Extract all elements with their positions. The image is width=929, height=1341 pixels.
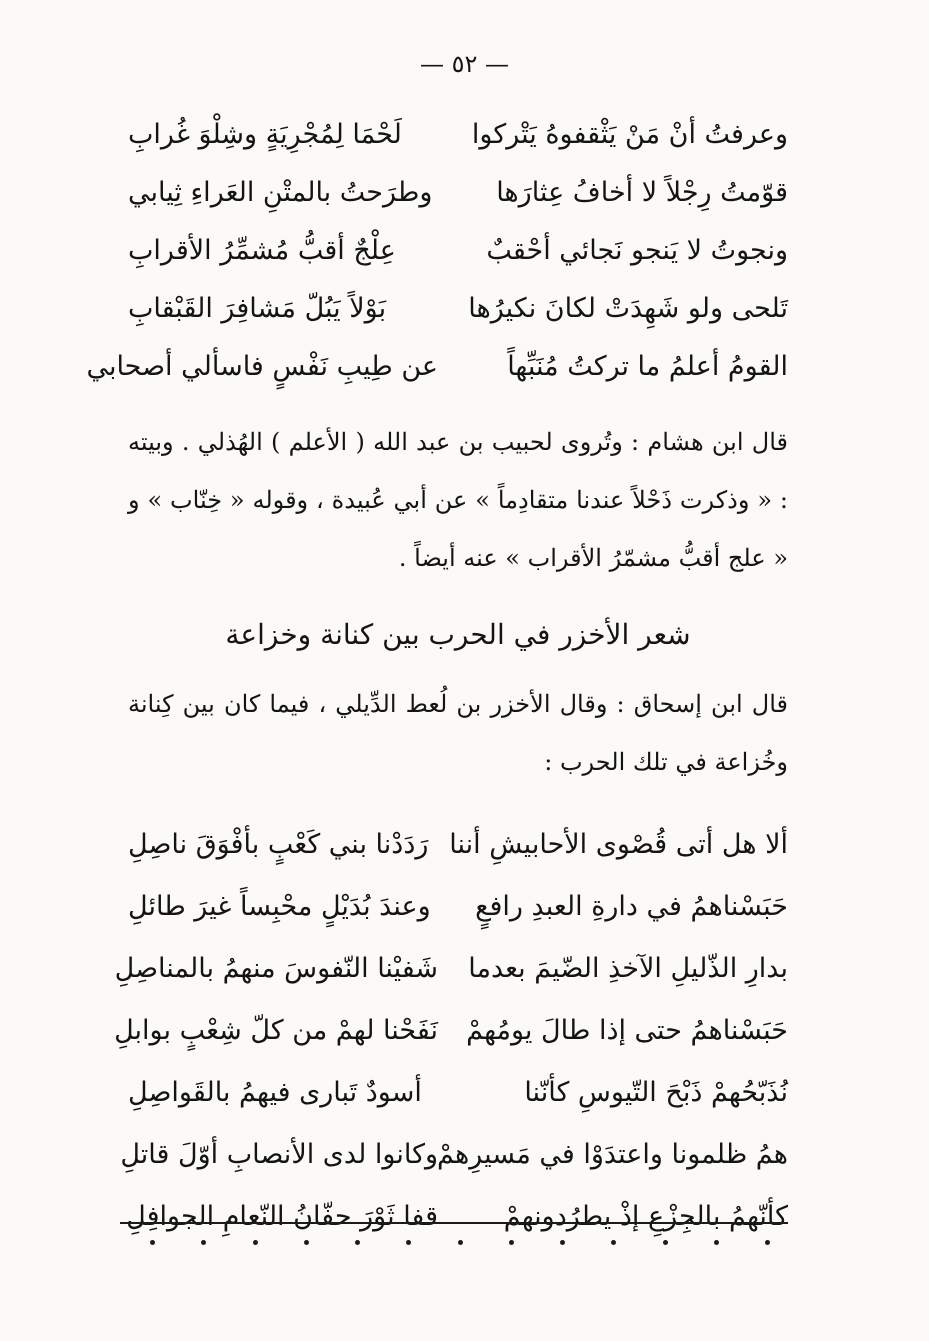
first-hemistich: تَلحى ولو شَهِدَتْ لكانَ نكيرُها [468,292,788,324]
page-number: — ٥٢ — [419,50,510,78]
first-hemistich: القومُ أعلمُ ما تركتُ مُنَبِّهاً [507,350,788,382]
first-hemistich: وعرفتُ أنْ مَنْ يَثْقفوهُ يَتْركوا [471,118,788,150]
dot [253,1240,258,1245]
first-hemistich: ونجوتُ لا يَنجو نَجائي أحْقبٌ [486,234,788,266]
verse-line [128,105,788,163]
first-hemistich: بدارِ الذّليلِ الآخذِ الضّيمَ بعدما [468,952,788,984]
footer-dots [150,1240,770,1260]
first-hemistich: همُ ظلمونا واعتدَوْا في مَسيرِهمْ [437,1138,788,1170]
second-hemistich: عِلْجٌ أقبُّ مُشمِّرُ الأقرابِ [128,234,396,266]
second-hemistich: قفا ثَوْرَ حفّانُ النّعامِ الجوافِلِ [126,1200,438,1232]
verse-line [114,937,788,999]
dot [663,1240,668,1245]
verse-line [128,875,788,937]
editor-note: قال ابن هشام : وتُروى لحبيب بن عبد الله ( الأعلم ) الهُذلي . وبيته : « وذكرت ذَحْلاً عندنا متقادِماً » عن أبي عُبيدة ، وقوله « خِنّاب » و « علج أقبُّ مشمّرُ الأقراب » عنه أيضاً . [128,428,788,572]
second-hemistich: شَفيْنا النّفوسَ منهمُ بالمناصِلِ [114,952,438,984]
second-hemistich: وعندَ بُدَيْلٍ محْبِساً غيرَ طائلِ [128,890,431,922]
dot [201,1240,206,1245]
second-hemistich: وطرَحتُ بالمتْنِ العَراءِ ثِيابي [128,176,433,208]
first-hemistich: ألا هل أتى قُصْوى الأحابيشِ أننا [449,828,788,860]
dot [355,1240,360,1245]
dot [611,1240,616,1245]
first-hemistich: حَبَسْناهمُ في دارةِ العبدِ رافعٍ [475,890,788,922]
dot [304,1240,309,1245]
verse-line [128,221,788,279]
second-hemistich: بَوْلاً يَبُلّ مَشافِرَ القَبْقابِ [128,292,387,324]
verse-line [128,1061,788,1123]
verse-line [128,813,788,875]
verse-line [128,1185,788,1247]
dot [560,1240,565,1245]
second-hemistich: وكانوا لدى الأنصابِ أوّلَ قاتلِ [120,1138,438,1170]
second-hemistich: أسودٌ تَبارى فيهمُ بالقَواصِلِ [128,1076,422,1108]
section-title: شعر الأخزر في الحرب بين كنانة وخزاعة [225,618,691,651]
poem-verses-1 [86,105,788,395]
verse-line [128,163,788,221]
section-intro: قال ابن إسحاق : وقال الأخزر بن لُعط الدِّيلي ، فيما كان بين كِنانة وخُزاعة في تلك الحرب : [128,690,788,776]
dot [509,1240,514,1245]
dot [150,1240,155,1245]
dot [765,1240,770,1245]
dot [458,1240,463,1245]
dot [714,1240,719,1245]
verse-line [114,999,788,1061]
first-hemistich: كأنّهمُ بالجِزْعِ إذْ يطرُدونهمْ [503,1200,788,1232]
poem-verses-2 [114,813,788,1247]
verse-line [86,337,788,395]
footer-rule [120,1222,788,1224]
second-hemistich: لَحْمَا لِمُجْرِيَةٍ وشِلْوَ غُرابِ [128,118,402,150]
second-hemistich: عن طِيبِ نَفْسٍ فاسألي أصحابي [86,350,438,382]
verse-line [120,1123,788,1185]
first-hemistich: نُذَبّحُهمْ ذَبْحَ التّيوسِ كأنّنا [524,1076,788,1108]
second-hemistich: رَدَدْنا بني كَعْبٍ بأفْوَقَ ناصِلِ [128,828,429,860]
first-hemistich: قوّمتُ رِجْلاً لا أخافُ عِثارَها [496,176,788,208]
dot [406,1240,411,1245]
page-content [86,105,788,1247]
second-hemistich: نَفَحْنا لهمْ من كلّ شِعْبٍ بوابلِ [114,1014,438,1046]
first-hemistich: حَبَسْناهمُ حتى إذا طالَ يومُهمْ [466,1014,788,1046]
verse-line [128,279,788,337]
